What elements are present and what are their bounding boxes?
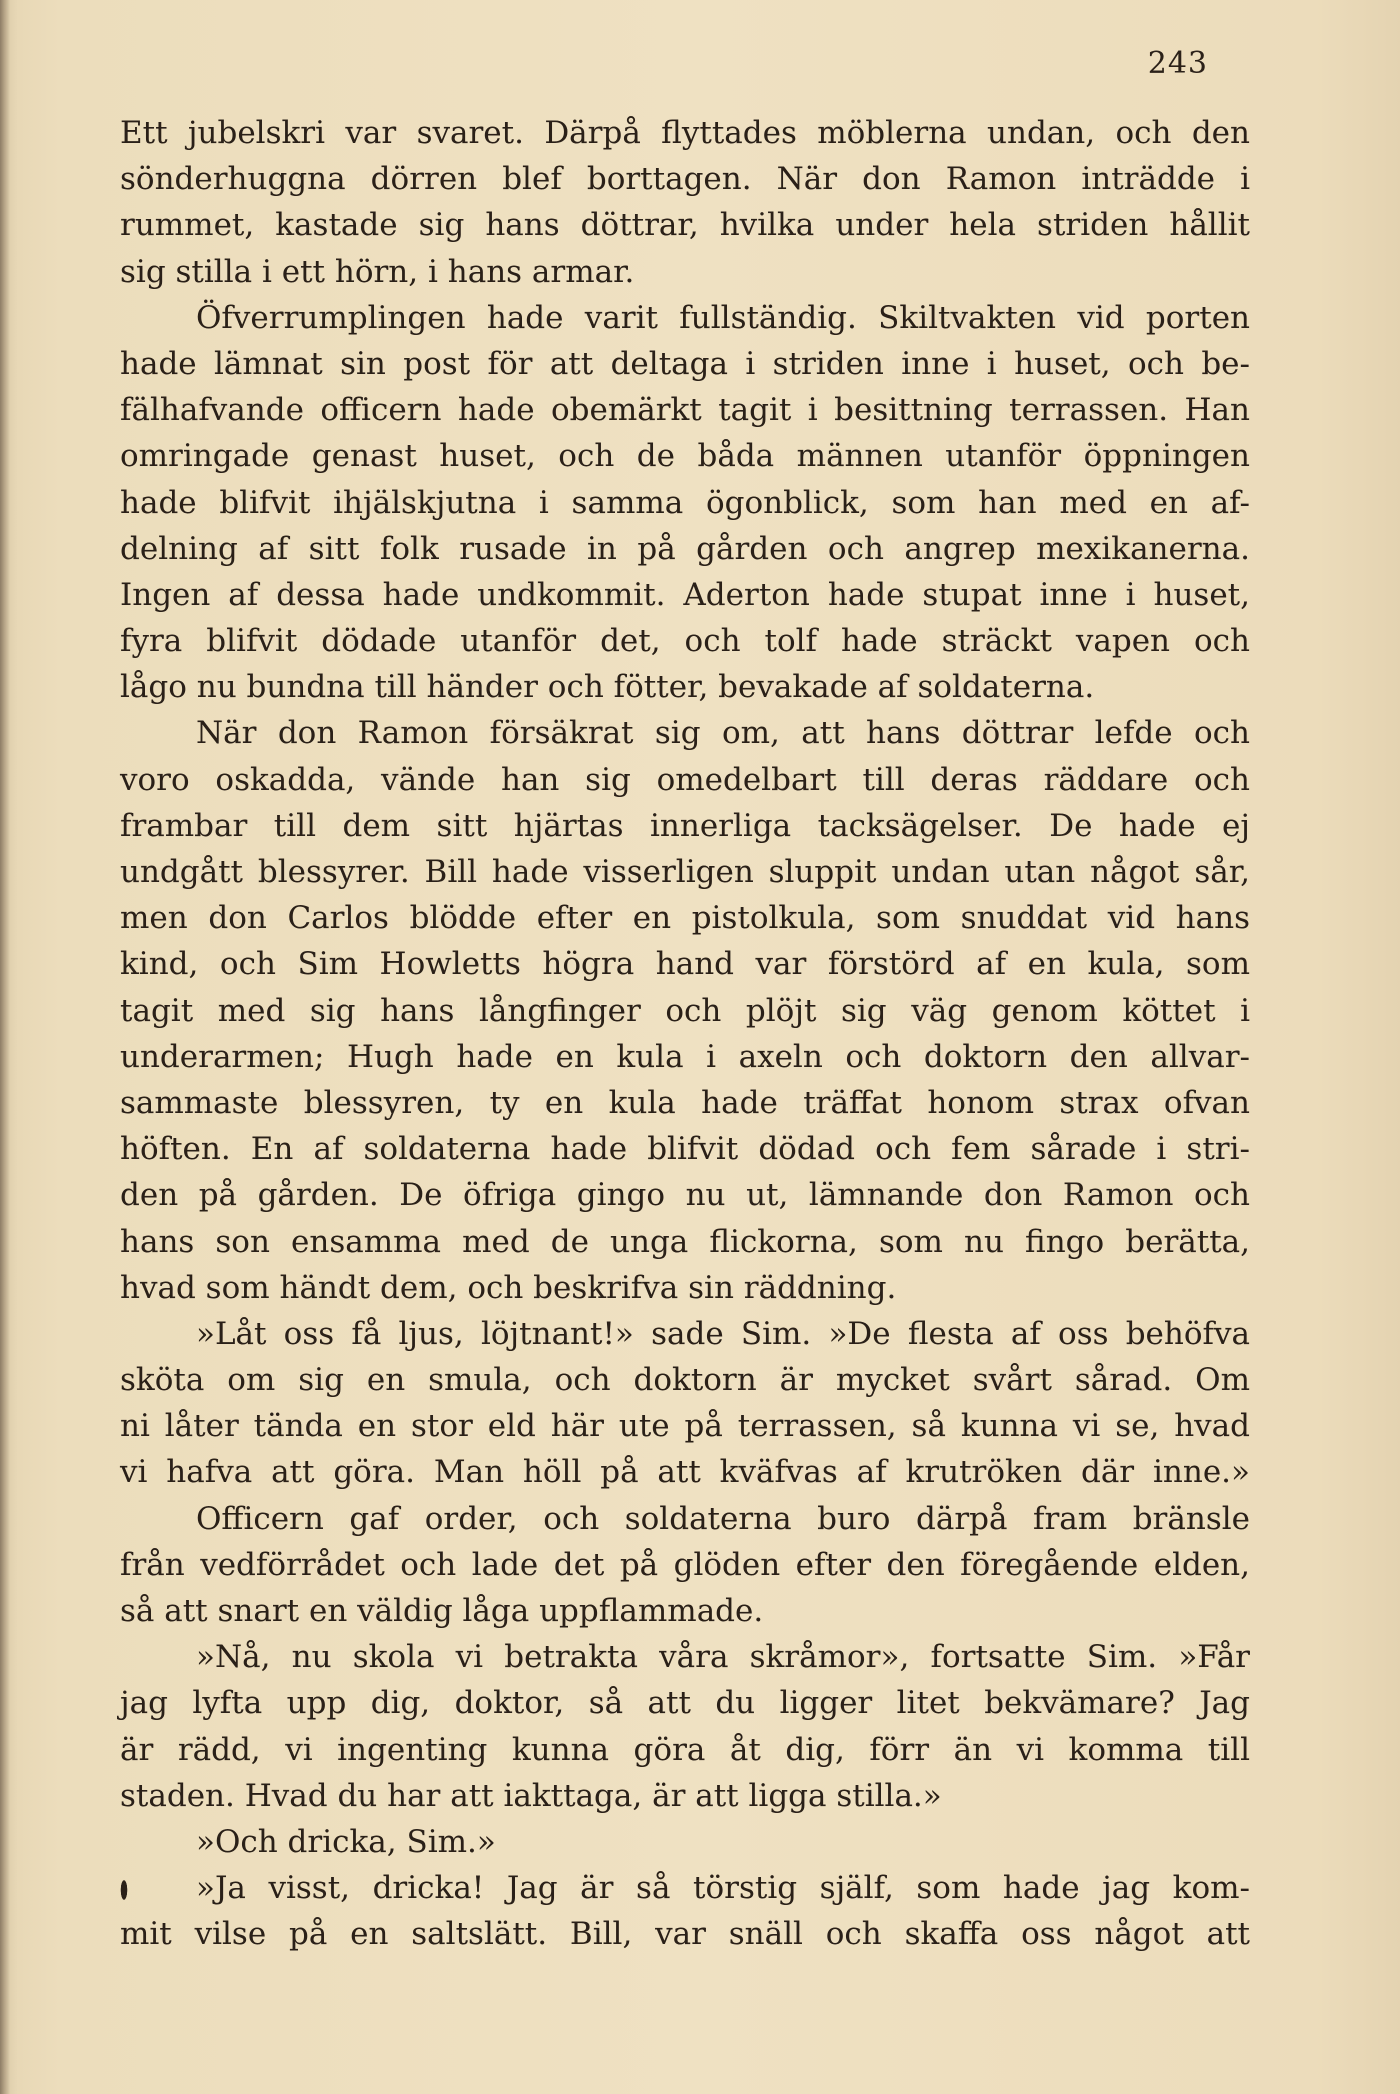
text-line: »Låt oss få ljus, löjtnant!» sade Sim. »De flesta af oss behöfva <box>196 1315 1250 1352</box>
page-number: 243 <box>1147 46 1208 81</box>
text-line: sig stilla i ett hörn, i hans armar. <box>120 253 635 290</box>
body-text <box>120 110 1250 1958</box>
text-line: så att snart en väldig låga uppflammade. <box>120 1593 764 1629</box>
text-line: omringade genast huset, och de båda männen utanför öppningen <box>120 438 1250 475</box>
text-line: Officern gaf order, och soldaterna buro därpå fram bränsle <box>196 1500 1250 1537</box>
text-line: mit vilse på en saltslätt. Bill, var snäll och skaffa oss något att <box>120 1916 1250 1953</box>
text-line: höften. En af soldaterna hade blifvit dödad och fem sårade i stri- <box>120 1131 1250 1168</box>
text-line: hvad som händt dem, och beskrifva sin räddning. <box>120 1269 897 1306</box>
text-line: hade lämnat sin post för att deltaga i striden inne i huset, och be- <box>120 345 1250 382</box>
text-line: från vedförrådet och lade det på glöden efter den föregående elden, <box>120 1546 1250 1583</box>
text-line: fyra blifvit dödade utanför det, och tolf hade sträckt vapen och <box>120 623 1250 660</box>
text-line: jag lyfta upp dig, doktor, så att du ligger litet bekvämare? Jag <box>120 1685 1250 1722</box>
text-line: sammaste blessyren, ty en kula hade träffat honom strax ofvan <box>120 1084 1250 1121</box>
text-line: hans son ensamma med de unga flickorna, som nu fingo berätta, <box>120 1223 1250 1260</box>
text-line: sköta om sig en smula, och doktorn är mycket svårt sårad. Om <box>120 1362 1250 1399</box>
text-line: undgått blessyrer. Bill hade visserligen sluppit undan utan något sår, <box>120 854 1250 890</box>
text-line: När don Ramon försäkrat sig om, att hans döttrar lefde och <box>196 715 1250 752</box>
text-line: voro oskadda, vände han sig omedelbart till deras räddare och <box>120 761 1250 798</box>
text-line: »Nå, nu skola vi betrakta våra skråmor», fortsatte Sim. »Får <box>196 1639 1250 1676</box>
page-spine-shadow <box>0 0 10 2094</box>
text-line: lågo nu bundna till händer och fötter, bevakade af soldaterna. <box>120 669 1095 706</box>
text-line: staden. Hvad du har att iakttaga, är att ligga stilla.» <box>120 1777 942 1814</box>
text-line: tagit med sig hans långfinger och plöjt sig väg genom köttet i <box>120 992 1250 1029</box>
text-line: är rädd, vi ingenting kunna göra åt dig, förr än vi komma till <box>120 1731 1250 1768</box>
text-line: frambar till dem sitt hjärtas innerliga tacksägelser. De hade ej <box>120 807 1250 844</box>
text-line: men don Carlos blödde efter en pistolkula, som snuddat vid hans <box>120 900 1250 937</box>
text-line: rummet, kastade sig hans döttrar, hvilka under hela striden hållit <box>120 207 1250 244</box>
text-line: ni låter tända en stor eld här ute på terrassen, så kunna vi se, hvad <box>120 1408 1250 1445</box>
text-line: Ingen af dessa hade undkommit. Aderton hade stupat inne i huset, <box>120 576 1250 613</box>
text-line: kind, och Sim Howletts högra hand var förstörd af en kula, som <box>120 946 1250 983</box>
text-line: delning af sitt folk rusade in på gården och angrep mexikanerna. <box>120 530 1250 567</box>
text-line: hade blifvit ihjälskjutna i samma ögonblick, som han med en af- <box>120 484 1250 521</box>
text-line: »Och dricka, Sim.» <box>196 1823 496 1860</box>
text-line: »Ja visst, dricka! Jag är så törstig själf, som hade jag kom- <box>196 1870 1250 1907</box>
text-line: Ett jubelskri var svaret. Därpå flyttades möblerna undan, och den <box>120 115 1250 151</box>
text-line: fälhafvande officern hade obemärkt tagit i besittning terrassen. Han <box>120 392 1250 429</box>
text-line: sönderhuggna dörren blef borttagen. När don Ramon inträdde i <box>120 161 1250 198</box>
text-line: underarmen; Hugh hade en kula i axeln och doktorn den allvar- <box>120 1038 1250 1075</box>
text-line: Öfverrumplingen hade varit fullständig. Skiltvakten vid porten <box>196 299 1250 336</box>
text-line: den på gården. De öfriga gingo nu ut, lämnande don Ramon och <box>120 1177 1250 1214</box>
text-line: vi hafva att göra. Man höll på att kväfvas af krutröken där inne.» <box>120 1454 1250 1491</box>
